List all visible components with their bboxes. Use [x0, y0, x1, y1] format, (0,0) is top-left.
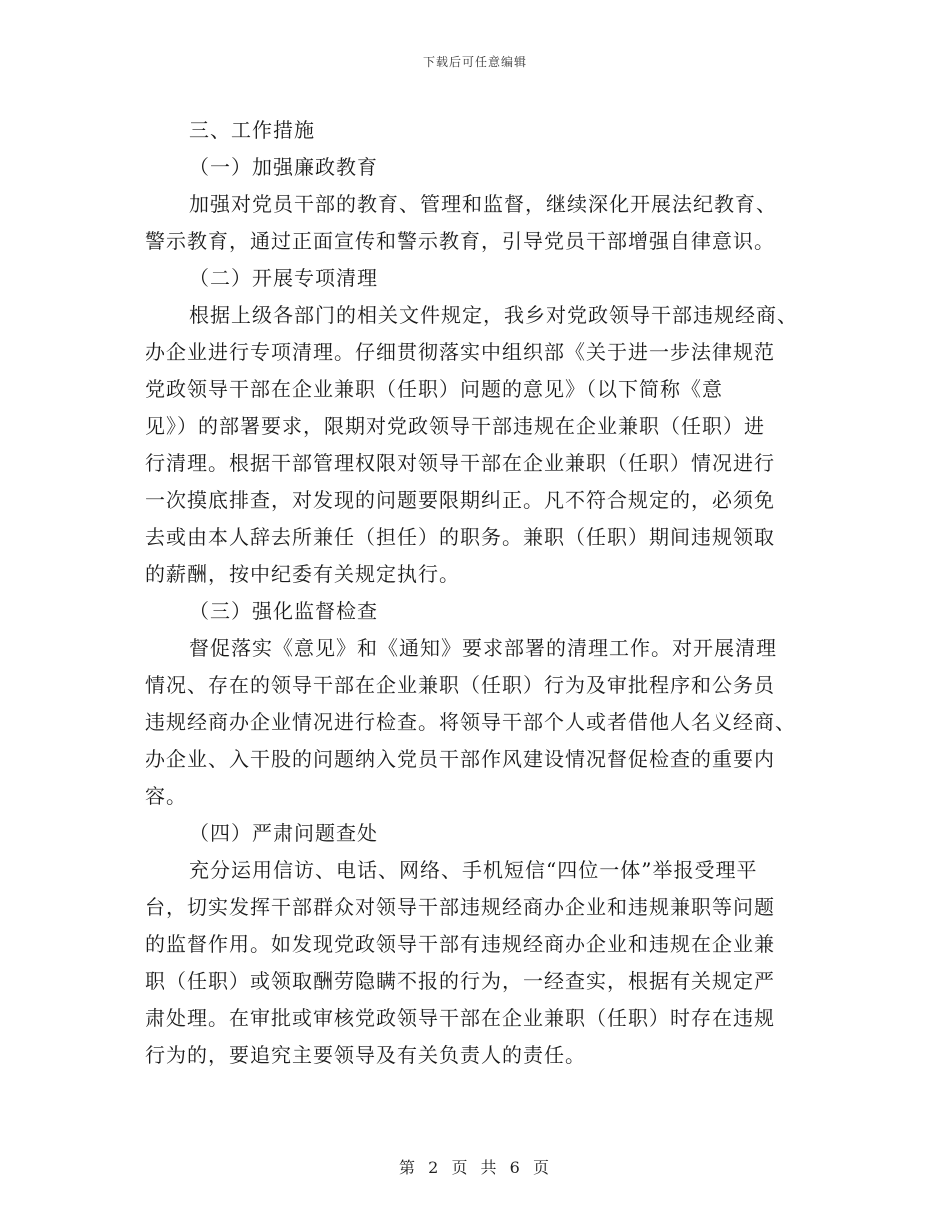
- paragraph-line: 行为的，要追究主要领导及有关负责人的责任。: [145, 1043, 586, 1067]
- paragraph-line: 见》）的部署要求，限期对党政领导干部违规在企业兼职（任职）进: [145, 414, 765, 438]
- paragraph-line: 的薪酬，按中纪委有关规定执行。: [145, 562, 460, 586]
- footer-di: 第: [399, 1158, 418, 1177]
- paragraph-line: 办企业、入干股的问题纳入党员干部作风建设情况督促检查的重要内: [145, 747, 775, 771]
- page-footer: [0, 1155, 950, 1178]
- paragraph-line: 办企业进行专项清理。仔细贯彻落实中组织部《关于进一步法律规范: [145, 340, 775, 364]
- paragraph-line: 职（任职）或领取酬劳隐瞒不报的行为，一经查实，根据有关规定严: [145, 969, 775, 993]
- total-page-number: 6: [509, 1158, 522, 1177]
- footer-gong: 共: [480, 1158, 499, 1177]
- paragraph-line: 警示教育，通过正面宣传和警示教育，引导党员干部增强自律意识。: [145, 229, 775, 253]
- paragraph-line: 去或由本人辞去所兼任（担任）的职务。兼职（任职）期间违规领取: [145, 525, 775, 549]
- paragraph-line: 行清理。根据干部管理权限对领导干部在企业兼职（任职）情况进行: [145, 451, 775, 475]
- subsection-heading: （四）严肃问题查处: [189, 821, 378, 845]
- paragraph-line: 容。: [145, 784, 187, 808]
- paragraph-line: 一次摸底排查，对发现的问题要限期纠正。凡不符合规定的，必须免: [145, 488, 775, 512]
- paragraph-line: 根据上级各部门的相关文件规定，我乡对党政领导干部违规经商、: [189, 303, 798, 327]
- paragraph-line: 党政领导干部在企业兼职（任职）问题的意见》（以下简称《意: [145, 377, 723, 401]
- paragraph-line: 违规经商办企业情况进行检查。将领导干部个人或者借他人名义经商、: [145, 710, 796, 734]
- paragraph-line: 肃处理。在审批或审核党政领导干部在企业兼职（任职）时存在违规: [145, 1006, 775, 1030]
- subsection-heading: （一）加强廉政教育: [189, 155, 378, 179]
- paragraph-line: 督促落实《意见》和《通知》要求部署的清理工作。对开展清理: [189, 636, 777, 660]
- section-heading: 三、工作措施: [189, 118, 315, 142]
- footer-ye: 页: [451, 1158, 470, 1177]
- paragraph-line: 的监督作用。如发现党政领导干部有违规经商办企业和违规在企业兼: [145, 932, 775, 956]
- paragraph-line: 充分运用信访、电话、网络、手机短信“四位一体”举报受理平: [189, 858, 758, 882]
- paragraph-line: 台，切实发挥干部群众对领导干部违规经商办企业和违规兼职等问题: [145, 895, 775, 919]
- subsection-heading: （三）强化监督检查: [189, 599, 378, 623]
- header-note: 下载后可任意编辑: [422, 55, 527, 69]
- paragraph-line: 情况、存在的领导干部在企业兼职（任职）行为及审批程序和公务员: [145, 673, 775, 697]
- document-body: [145, 112, 815, 1074]
- paragraph-line: 加强对党员干部的教育、管理和监督，继续深化开展法纪教育、: [189, 192, 777, 216]
- current-page-number: 2: [428, 1158, 441, 1177]
- subsection-heading: （二）开展专项清理: [189, 266, 378, 290]
- footer-ye-2: 页: [532, 1158, 551, 1177]
